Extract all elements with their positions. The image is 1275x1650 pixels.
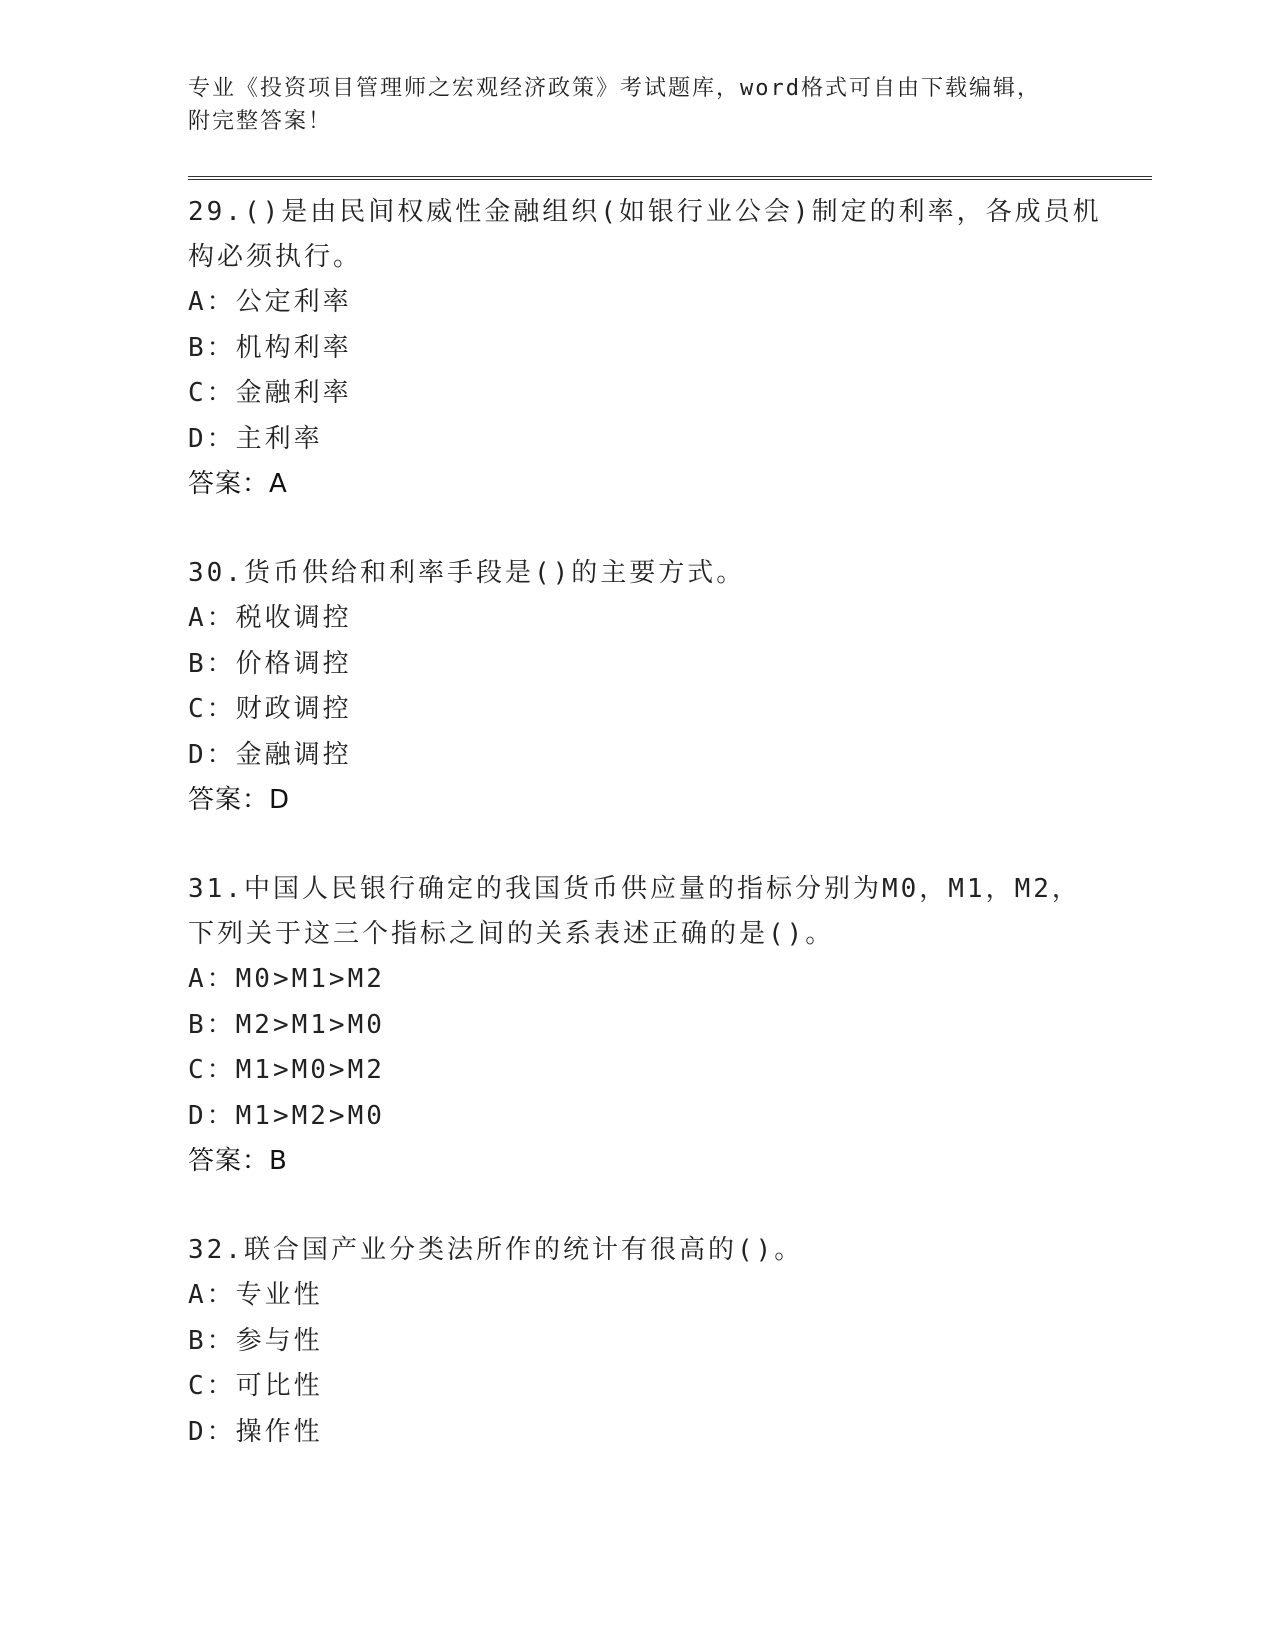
option-c: C：M1>M0>M2 <box>188 1055 385 1085</box>
option-c: C：财政调控 <box>188 694 352 724</box>
option-a: A：M0>M1>M2 <box>188 964 385 994</box>
option-d: D：M1>M2>M0 <box>188 1100 385 1131</box>
question-list <box>188 190 1108 1499</box>
option-d: D：金融调控 <box>188 739 352 770</box>
option-a: A：公定利率 <box>188 287 352 317</box>
option-d: D：主利率 <box>188 423 323 454</box>
header-divider <box>188 176 1152 180</box>
option-b: B：价格调控 <box>188 648 352 679</box>
answer-line: 答案：B <box>188 1146 288 1176</box>
option-a: A：税收调控 <box>188 603 352 633</box>
document-header <box>188 72 1088 138</box>
header-line-1: 专业《投资项目管理师之宏观经济政策》考试题库，word格式可自由下载编辑， <box>188 76 1041 101</box>
header-line-2: 附完整答案！ <box>188 109 333 134</box>
question-stem: 32.联合国产业分类法所作的统计有很高的()。 <box>188 1235 804 1265</box>
question-stem: 31.中国人民银行确定的我国货币供应量的指标分别为M0，M1，M2，下列关于这三个指标之间的关系表述正确的是()。 <box>188 874 1081 949</box>
option-a: A：专业性 <box>188 1280 323 1310</box>
question-32 <box>188 1228 1108 1455</box>
answer-line: 答案：D <box>188 785 291 815</box>
question-stem: 29.()是由民间权威性金融组织(如银行业公会)制定的利率，各成员机构必须执行。 <box>188 197 1102 272</box>
option-c: C：金融利率 <box>188 378 352 408</box>
question-stem: 30.货币供给和利率手段是()的主要方式。 <box>188 558 746 588</box>
option-b: B：机构利率 <box>188 332 352 363</box>
option-b: B：M2>M1>M0 <box>188 1009 385 1040</box>
question-31 <box>188 867 1108 1184</box>
option-b: B：参与性 <box>188 1325 323 1356</box>
question-30 <box>188 551 1108 823</box>
option-d: D：操作性 <box>188 1416 323 1447</box>
question-29 <box>188 190 1108 507</box>
option-c: C：可比性 <box>188 1371 323 1401</box>
answer-line: 答案：A <box>188 469 288 499</box>
